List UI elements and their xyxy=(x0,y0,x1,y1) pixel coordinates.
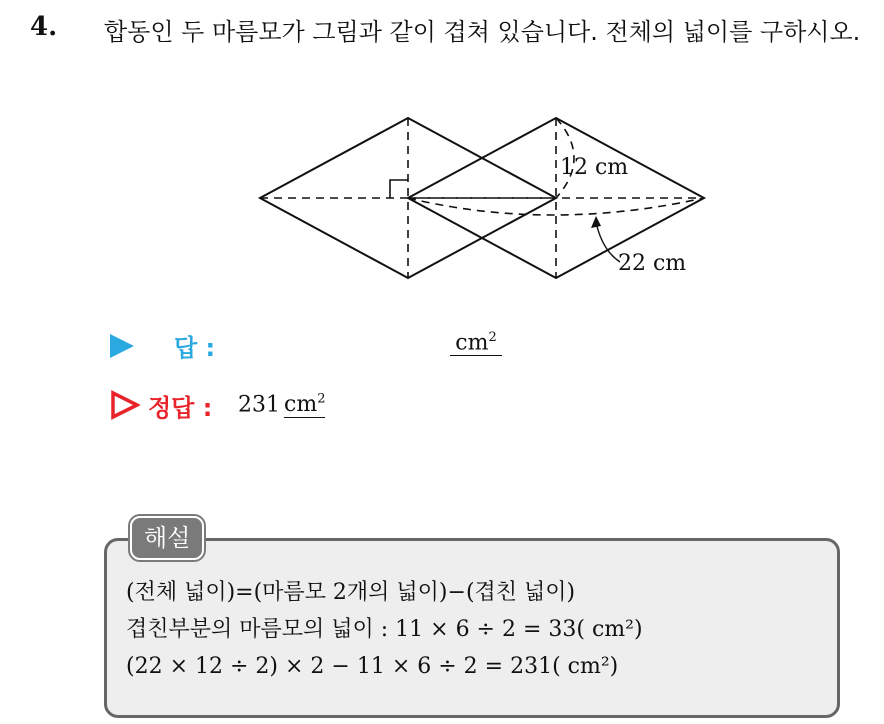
answer-unit: cm xyxy=(455,330,489,356)
answer-label: 답 : xyxy=(174,334,216,362)
width-arrow xyxy=(596,222,620,262)
answer-input[interactable] xyxy=(450,330,502,356)
question-text: 합동인 두 마름모가 그림과 같이 겹쳐 있습니다. 전체의 넓이를 구하시오. xyxy=(104,18,861,46)
correct-value: 231 xyxy=(238,392,280,418)
correct-unit-group xyxy=(284,392,325,418)
rhombus-figure xyxy=(240,104,710,286)
play-icon xyxy=(110,334,134,358)
width-label: 22 cm xyxy=(618,251,687,276)
explanation-line: (전체 넓이)=(마름모 2개의 넓이)−(겹친 넓이) xyxy=(126,580,576,605)
question-number: 4. xyxy=(30,12,58,42)
right-angle-mark xyxy=(390,180,408,198)
explanation-tab: 해설 xyxy=(130,516,204,560)
outline-play-icon xyxy=(110,390,140,420)
explanation-content xyxy=(126,574,826,685)
explanation-line: 겹친부분의 마름모의 넓이 : 11 × 6 ÷ 2 = 33( cm²) xyxy=(126,617,643,642)
width-arrowhead xyxy=(591,216,601,228)
answer-unit-exponent: 2 xyxy=(488,330,497,345)
correct-unit: cm xyxy=(284,392,318,418)
correct-unit-exponent: 2 xyxy=(317,392,326,407)
correct-answer xyxy=(238,392,325,417)
height-label: 12 cm xyxy=(560,155,629,180)
correct-label: 정답 : xyxy=(148,394,213,422)
explanation-line: (22 × 12 ÷ 2) × 2 − 11 × 6 ÷ 2 = 231( cm²) xyxy=(126,654,619,679)
